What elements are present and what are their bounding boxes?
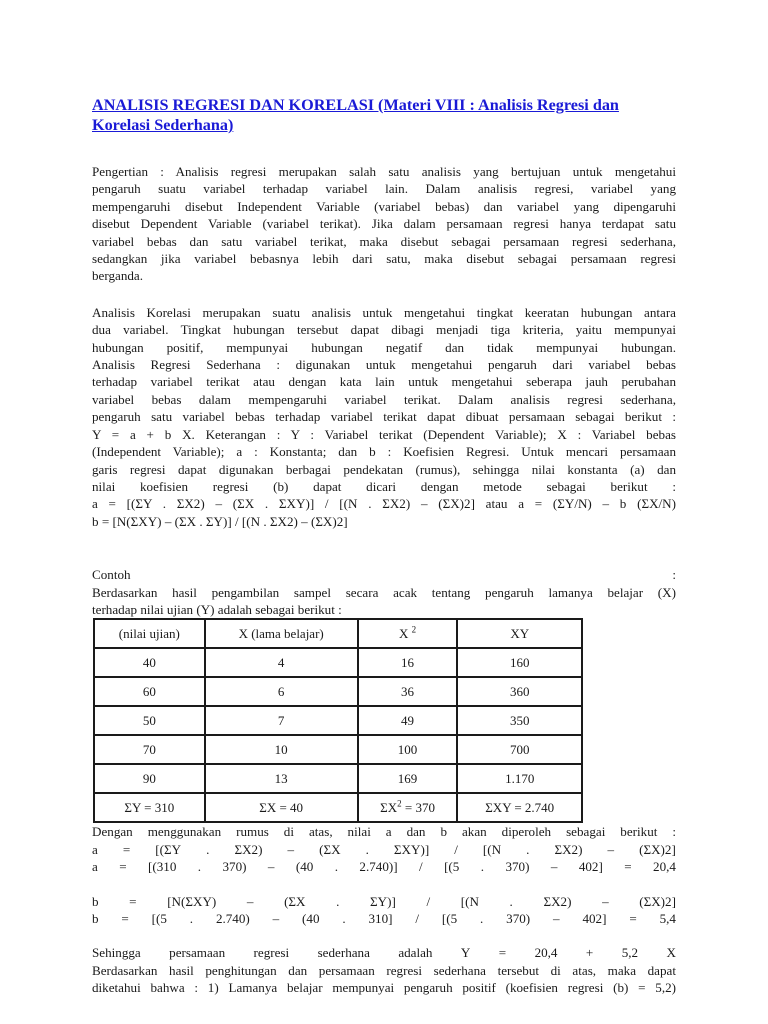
table-row [94,735,582,764]
formula-token: [(310 [148,859,177,875]
paragraph-pengertian [92,163,676,285]
formula-token: ΣX2) [554,841,583,857]
formula-token: (40 [295,859,314,875]
table-total-cell: ΣY = 310 [94,793,205,822]
formula-token: = [498,945,507,961]
text-line: Berdasarkan hasil pengambilan sampel secara acak tentang pengaruh lamanya belajar (X) [92,584,676,600]
formula-token: . [480,859,485,875]
total-x2-prefix: ΣX [380,799,398,815]
formula-token: ΣXY)] [393,841,430,857]
text-line: dua variabel. Tingkat hubungan tersebut dapat dibagi menjadi tiga kriteria, yaitu mempunyai [92,322,676,338]
table-header-cell: XY [457,619,582,648]
table-total-cell: ΣXY = 2.740 [457,793,582,822]
formula-token: (ΣX [319,841,341,857]
formula-token: – [267,859,275,875]
formula-token: sederhana [317,945,370,961]
text-line: terhadap nilai ujian (Y) adalah sebagai berikut : [92,601,342,617]
formula-token: a [92,859,98,875]
formula-token: 370) [506,910,531,926]
formula-token: ΣY)] [370,893,396,909]
table-cell: 6 [205,677,358,706]
formula-token: [(5 [444,859,460,875]
table-row [94,706,582,735]
formula-token: + [585,945,594,961]
formula-token: adalah [398,945,433,961]
text-line: nilai koefisien regresi (b) dapat dicari dengan metode sebagai berikut : [92,478,676,494]
formula-token: – [602,893,609,909]
formula-token: – [553,910,560,926]
formula-token: – [272,910,280,926]
table-cell: 4 [205,648,358,677]
b-formula-line [92,893,676,910]
formula-token: [(ΣY [155,841,182,857]
table-header-row [94,619,582,648]
text-line: Dengan menggunakan rumus di atas, nilai a dan b akan diperoleh sebagai berikut : [92,824,676,840]
formula-token: ΣX2) [543,893,572,909]
table-cell: 50 [94,706,205,735]
formula-token: . [336,893,340,909]
formula-token: [(N [482,841,502,857]
formula-token: 5,4 [659,910,676,926]
text-line: Berdasarkan hasil penghitungan dan persamaan regresi sederhana tersebut di atas, maka dapat [92,962,676,978]
formula-token: [N(ΣXY) [167,893,217,909]
table-cell: 10 [205,735,358,764]
formula-token: [(5 [441,910,458,926]
formula-token: = [624,859,632,875]
formula-token: b [92,910,99,926]
formula-token: . [334,859,339,875]
formula-token: – [287,841,295,857]
a-calc-line [92,858,676,875]
formula-token: Y [460,945,471,961]
formula-token: . [509,893,513,909]
a-formula-line [92,841,676,858]
text-line: diketahui bahwa : 1) Lamanya belajar mempunyai pengaruh positif (koefisien regresi (b) = 5,2) [92,980,676,996]
document-page [92,95,676,997]
table-total-cell [358,793,458,822]
b-calc-line [92,910,676,927]
document-title[interactable] [92,95,676,135]
formula-token: = [122,841,131,857]
table-cell: 7 [205,706,358,735]
formula-token: . [480,910,484,926]
table-row [94,648,582,677]
table-cell: 350 [457,706,582,735]
total-x2-value: = 370 [401,799,435,815]
formula-token: = [629,910,637,926]
table-cell: 100 [358,735,458,764]
contoh-colon: : [672,567,676,583]
formula-token: X [666,945,676,961]
formula-token: ΣX2) [234,841,263,857]
formula-token: Sehingga [92,945,141,961]
formula-token: / [426,893,431,909]
superscript: 2 [397,798,402,809]
table-cell: 49 [358,706,458,735]
formula-token: persamaan [169,945,226,961]
table-cell: 90 [94,764,205,793]
table-cell: 40 [94,648,205,677]
formula-token: / [415,910,420,926]
table-cell: 36 [358,677,458,706]
formula-token: [(N [460,893,479,909]
formula-token: regresi [253,945,290,961]
title-line-1[interactable]: ANALISIS REGRESI DAN KORELASI (Materi VIII : Analisis Regresi dan [92,96,619,114]
formula-token: 20,4 [653,859,676,875]
superscript: 2 [411,624,417,635]
text-line: Pengertian : Analisis regresi merupakan salah satu analisis yang bertujuan untuk mengetahui [92,164,676,179]
text-line: terhadap variabel terikat atau dengan kata lain untuk mengetahui seberapa jauh perubahan [92,374,676,390]
table-row [94,677,582,706]
formula-token: 310] [368,910,393,926]
text-line: mempengaruhi disebut Independent Variable (variabel bebas) dan variabel yang dipengaruhi [92,198,676,214]
formula-token: – [607,841,615,857]
formula-b: b = [N(ΣXY) – (ΣX . ΣY)] / [(N . ΣX2) – (ΣX)2] [92,513,348,529]
table-header-cell [358,619,458,648]
formula-token: 5,2 [621,945,639,961]
formula-token: a [92,841,98,857]
formula-token: . [342,910,346,926]
table-cell: 700 [457,735,582,764]
formula-token: [(5 [151,910,167,926]
table-header-cell: X (lama belajar) [205,619,358,648]
data-table [93,618,583,823]
formula-token: = [121,910,129,926]
table-cell: 60 [94,677,205,706]
formula-token: b [92,893,99,909]
formula-token: . [206,841,210,857]
table-row [94,764,582,793]
table-total-cell: ΣX = 40 [205,793,358,822]
table-totals-row [94,793,582,822]
table-cell: 16 [358,648,458,677]
formula-token: 370) [505,859,530,875]
formula-token: 402] [578,859,603,875]
table-cell: 160 [457,648,582,677]
formula-token: (ΣX)2] [639,841,676,857]
table-cell: 70 [94,735,205,764]
text-line: Analisis Regresi Sederhana : digunakan untuk mengetahui pengaruh dari variabel bebas [92,357,676,373]
paragraph-calculation [92,823,676,996]
formula-token: / [419,859,423,875]
formula-token: (ΣX)2] [639,893,676,909]
formula-token: . [526,841,530,857]
text-line: berganda. [92,268,144,284]
table-cell: 13 [205,764,358,793]
table-cell: 1.170 [457,764,582,793]
table-cell: 360 [457,677,582,706]
text-line: variabel bebas dan satu variabel terikat, maka disebut sebagai persamaan regresi sederhana, [92,233,676,249]
text-line: hubungan positif, mempunyai hubungan negatif dan tidak mempunyai hubungan. [92,339,676,355]
paragraph-contoh [92,566,676,618]
text-line: variabel bebas dalam mempengaruhi variabel terikat. Dalam analisis regresi sederhana, [92,391,676,407]
equation-line [92,944,676,961]
formula-token: / [454,841,458,857]
formula-token: (40 [302,910,320,926]
text-line: pengaruh satu variabel bebas terhadap variabel terikat dapat dibuat persamaan sebagai berikut : [92,409,676,425]
paragraph-korelasi [92,304,676,530]
formula-token: 20,4 [534,945,558,961]
title-line-2[interactable]: Korelasi Sederhana) [92,116,234,134]
formula-token: – [246,893,254,909]
formula-token: 2.740) [215,910,250,926]
x-squared-label: X [398,625,409,641]
table-cell: 169 [358,764,458,793]
formula-token: . [189,910,194,926]
text-line: disebut Dependent Variable (variabel terikat). Jika dalam persamaan regresi hanya terdapat satu [92,216,676,232]
formula-token: 402] [582,910,607,926]
text-line: garis regresi dapat digunakan berbagai pendekatan (rumus), sehingga nilai konstanta (a) dan [92,461,676,477]
formula-token: = [119,859,127,875]
formula-token: 370) [222,859,247,875]
formula-token: = [129,893,137,909]
text-line: pengaruh suatu variabel terhadap variabel lain. Dalam analisis regresi, variabel yang [92,181,676,197]
text-line: sedangkan jika variabel bebasnya lebih dari satu, maka disebut sebagai persamaan regresi [92,251,676,267]
formula-token: . [365,841,369,857]
formula-token: . [197,859,202,875]
formula-token: 2.740)] [359,859,398,875]
text-line: (Independent Variable); a : Konstanta; dan b : Koefisien Regresi. Untuk mencari persamaan [92,444,676,460]
formula-token: (ΣX [284,893,306,909]
contoh-heading [92,566,676,583]
text-line: Y = a + b X. Keterangan : Y : Variabel terikat (Dependent Variable); X : Variabel bebas [92,426,676,442]
contoh-label: Contoh [92,567,131,583]
text-line: Analisis Korelasi merupakan suatu analisis untuk mengetahui tingkat keeratan hubungan antara [92,304,676,320]
formula-token: – [550,859,558,875]
table-header-cell: (nilai ujian) [94,619,205,648]
formula-a: a = [(ΣY . ΣX2) – (ΣX . ΣXY)] / [(N . ΣX2) – (ΣX)2] atau a = (ΣY/N) – b (ΣX/N) [92,496,676,512]
